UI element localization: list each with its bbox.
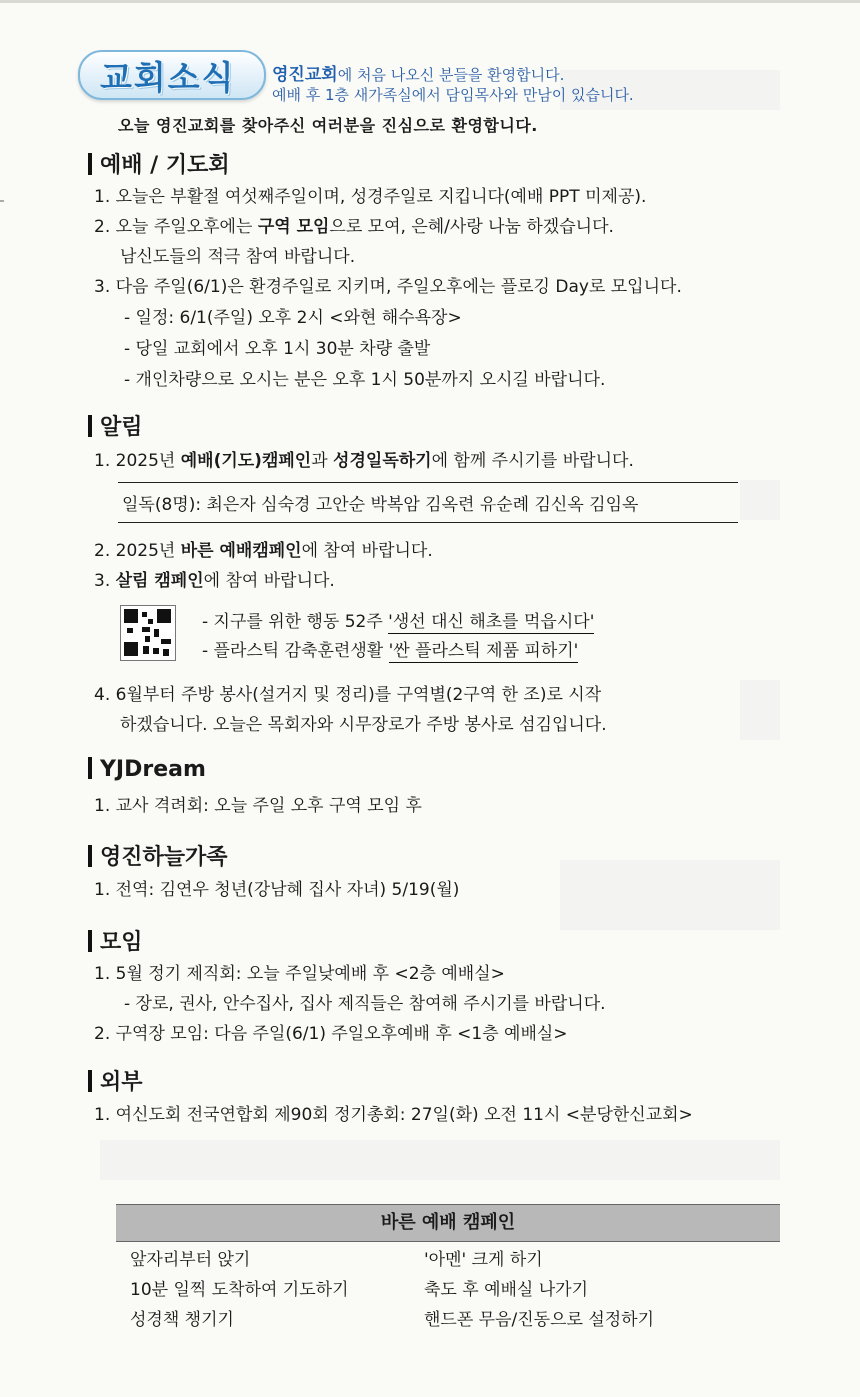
worship-item-3: 3. 다음 주일(6/1)은 환경주일로 지키며, 주일오후에는 플로깅 Day로 모입니다. — [94, 277, 682, 297]
text: - 지구를 위한 행동 52주 — [202, 612, 389, 632]
qr-code-icon — [120, 605, 176, 661]
section-title-yjdream — [88, 757, 206, 782]
section-bar — [88, 757, 92, 779]
divider — [118, 522, 738, 523]
highlight: 구역 모임 — [257, 217, 330, 237]
text: 3. — [94, 571, 116, 591]
underlined-text: '생선 대신 해초를 먹읍시다' — [388, 612, 595, 632]
salim-item-1 — [202, 607, 594, 632]
text: 으로 모여, 은혜/사랑 나눔 하겠습니다. — [329, 217, 614, 237]
worship-item-1: 1. 오늘은 부활절 여섯째주일이며, 성경주일로 지킵니다(예배 PPT 미제공). — [94, 187, 647, 207]
highlight: 예배(기도)캠페인 — [180, 451, 312, 471]
section-title-text: YJDream — [100, 757, 206, 782]
campaign-item: 성경책 챙기기 — [130, 1310, 234, 1330]
bible-readers: 일독(8명): 최은자 심숙경 고안순 박복암 김옥련 유순례 김신옥 김임옥 — [122, 495, 639, 515]
bleed-band — [740, 480, 780, 520]
section-title-text: 예배 / 기도회 — [100, 153, 230, 178]
worship-sub-2: - 당일 교회에서 오후 1시 30분 차량 출발 — [124, 339, 431, 359]
section-title-text: 영진하늘가족 — [100, 845, 228, 870]
campaign-item: 앞자리부터 앉기 — [130, 1250, 251, 1270]
highlight: 살림 캠페인 — [115, 571, 204, 591]
section-bar — [88, 845, 92, 867]
section-bar — [88, 153, 92, 175]
text: 2. 2025년 — [94, 541, 181, 561]
text: 1. 2025년 — [94, 451, 181, 471]
section-title-meeting — [88, 925, 143, 956]
notice-item-4: 4. 6월부터 주방 봉사(설거지 및 정리)를 구역별(2구역 한 조)로 시작 — [94, 685, 602, 705]
welcome-text: 에 처음 나오신 분들을 환영합니다. — [337, 66, 565, 84]
meeting-item-2: 2. 구역장 모임: 다음 주일(6/1) 주일오후예배 후 <1층 예배실> — [94, 1024, 568, 1044]
highlight: 바른 예배캠페인 — [180, 541, 302, 561]
section-title-text: 외부 — [100, 1070, 143, 1095]
campaign-header: 바른 예배 캠페인 — [116, 1204, 780, 1242]
salim-item-2 — [202, 636, 578, 661]
section-title-notice — [88, 410, 143, 441]
family-item-1: 1. 전역: 김연우 청년(강남혜 집사 자녀) 5/19(월) — [94, 880, 460, 900]
yjdream-item-1: 1. 교사 격려회: 오늘 주일 오후 구역 모임 후 — [94, 796, 422, 816]
text: 에 참여 바랍니다. — [301, 541, 433, 561]
divider — [118, 482, 738, 483]
worship-sub-1: - 일정: 6/1(주일) 오후 2시 <와현 해수욕장> — [124, 308, 462, 328]
church-name: 영진교회 — [272, 65, 338, 85]
campaign-item: '아멘' 크게 하기 — [424, 1250, 543, 1270]
text: 과 — [311, 451, 334, 471]
meeting-item-1-sub: - 장로, 권사, 안수집사, 집사 제직들은 참여해 주시기를 바랍니다. — [124, 994, 606, 1014]
top-edge — [0, 0, 860, 3]
worship-sub-3: - 개인차량으로 오시는 분은 오후 1시 50분까지 오시길 바랍니다. — [124, 370, 606, 390]
campaign-item: 축도 후 예배실 나가기 — [424, 1280, 589, 1300]
bleed-band — [560, 860, 780, 930]
notice-item-3 — [94, 566, 335, 591]
text: 에 참여 바랍니다. — [203, 571, 335, 591]
campaign-item: 핸드폰 무음/진동으로 설정하기 — [424, 1310, 655, 1330]
notice-item-1 — [94, 446, 634, 471]
highlight: 성경일독하기 — [333, 451, 432, 471]
meeting-item-1: 1. 5월 정기 제직회: 오늘 주일낮예배 후 <2층 예배실> — [94, 964, 505, 984]
campaign-item: 10분 일찍 도착하여 기도하기 — [130, 1280, 349, 1300]
bleed-band — [100, 1140, 780, 1180]
section-title-worship — [88, 148, 230, 179]
external-item-1: 1. 여신도회 전국연합회 제90회 정기총회: 27일(화) 오전 11시 <분당한신교회> — [94, 1105, 693, 1125]
intro-text: 오늘 영진교회를 찾아주신 여러분을 진심으로 환영합니다. — [118, 116, 538, 135]
section-bar — [88, 1070, 92, 1092]
section-bar — [88, 930, 92, 952]
text: 에 함께 주시기를 바랍니다. — [431, 451, 634, 471]
worship-item-2 — [94, 212, 614, 237]
welcome-line — [272, 60, 564, 85]
church-news-title: 교회소식 — [100, 58, 236, 97]
text: 2. 오늘 주일오후에는 — [94, 217, 258, 237]
section-title-family — [88, 840, 228, 871]
section-title-text: 알림 — [100, 415, 143, 440]
notice-item-2 — [94, 536, 433, 561]
section-title-text: 모임 — [100, 930, 143, 955]
section-title-external — [88, 1065, 143, 1096]
notice-item-4-cont: 하겠습니다. 오늘은 목회자와 시무장로가 주방 봉사로 섬김입니다. — [120, 715, 607, 735]
bleed-band — [740, 680, 780, 740]
worship-item-2-cont: 남신도들의 적극 참여 바랍니다. — [120, 247, 356, 267]
underlined-text: '싼 플라스틱 제품 피하기' — [388, 641, 579, 661]
text: - 플라스틱 감축훈련생활 — [202, 641, 389, 661]
section-bar — [88, 415, 92, 437]
binder-mark — [0, 200, 4, 202]
meeting-note: 예배 후 1층 새가족실에서 담임목사와 만남이 있습니다. — [272, 86, 634, 104]
